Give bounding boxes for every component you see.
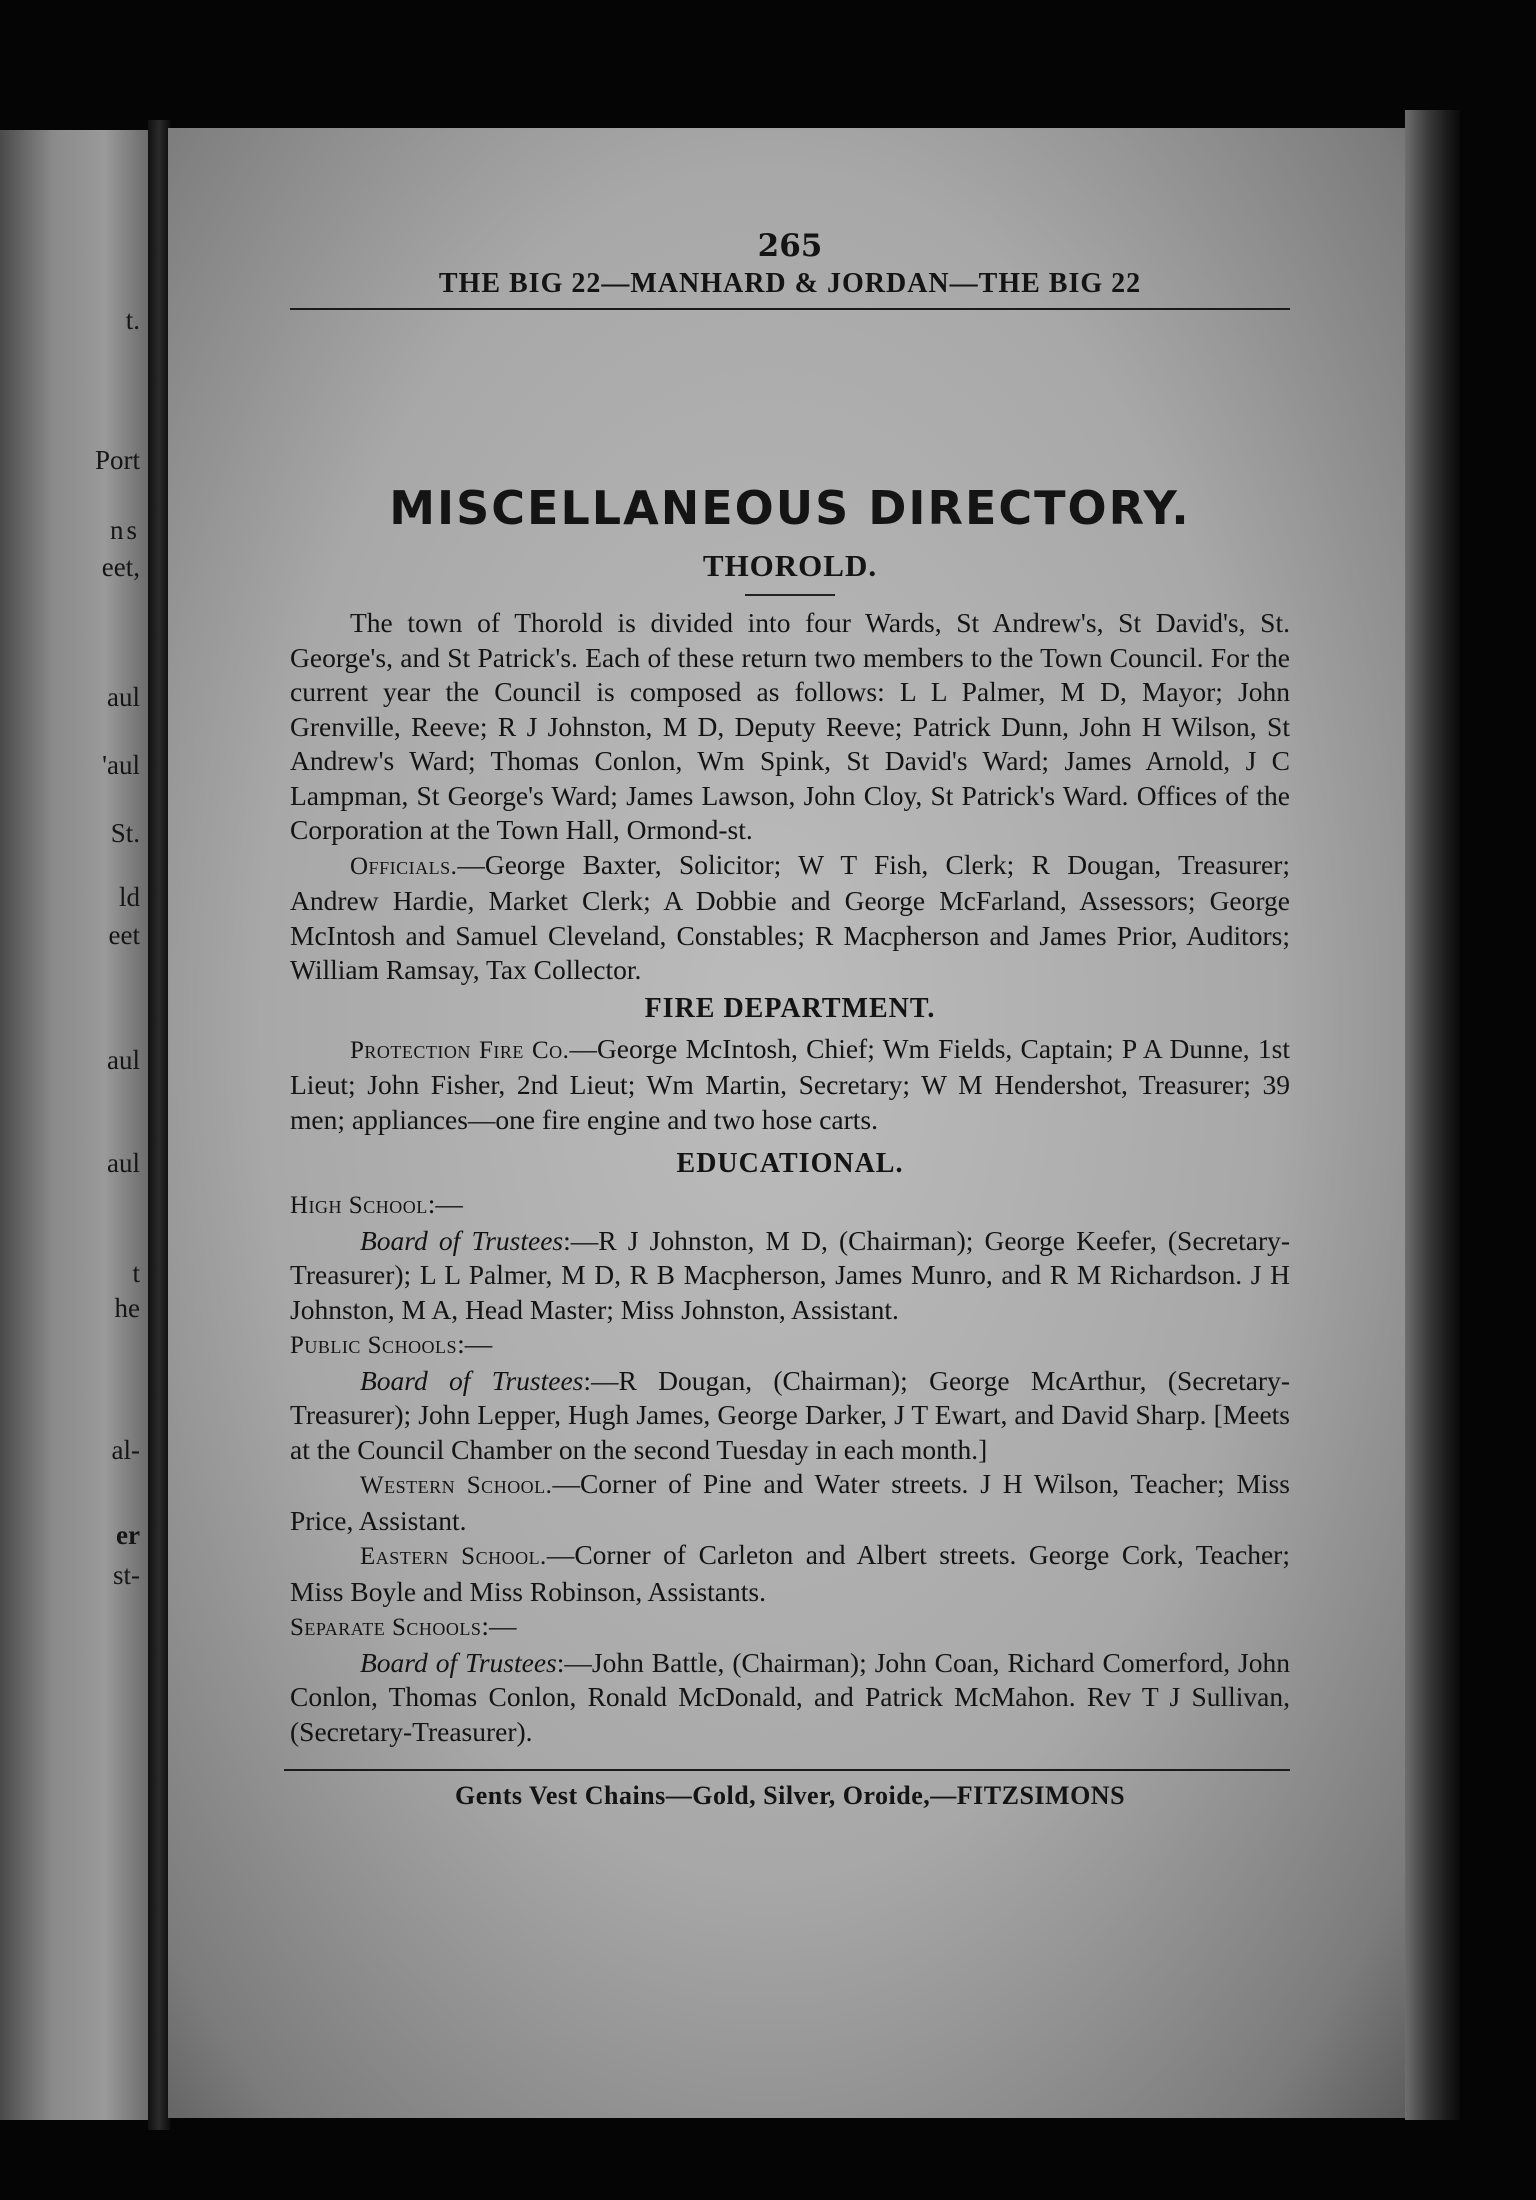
separate-schools-heading xyxy=(290,1609,1290,1646)
town-heading: THOROLD. xyxy=(702,548,878,583)
western-school-paragraph xyxy=(290,1467,1290,1538)
separate-schools-label: Separate Schools xyxy=(290,1614,482,1641)
previous-page-text: t xyxy=(132,1258,140,1288)
board-label: Board of Trustees xyxy=(360,1364,584,1396)
previous-page-text: St. xyxy=(110,818,140,848)
public-schools-suffix: :— xyxy=(457,1328,493,1359)
public-schools-board xyxy=(290,1364,1290,1468)
board-text: :—R Dougan, (Chairman); George McArthur, (Secretary-Treasurer); John Lepper, Hugh James, George Darker, J T Ewart, and David Sharp. [Meets at the Council Chamber on the second Tuesday in each month.] xyxy=(290,1364,1290,1465)
fire-company-label: Protection Fire Co. xyxy=(350,1036,570,1064)
eastern-school-text: —Corner of Carleton and Albert streets. George Cork, Teacher; Miss Boyle and Miss Robinson, Assistants. xyxy=(290,1539,1290,1607)
previous-page-text: t. xyxy=(125,305,140,335)
previous-page-text: 'aul xyxy=(102,750,140,780)
fire-department-paragraph xyxy=(290,1032,1290,1138)
board-label: Board of Trustees xyxy=(360,1224,564,1256)
book-gutter xyxy=(148,120,170,2130)
page-edge xyxy=(1405,110,1460,2120)
separate-schools-suffix: :— xyxy=(481,1610,517,1641)
western-school-label: Western School. xyxy=(360,1472,553,1499)
footer-advertisement: Gents Vest Chains—Gold, Silver, Oroide,—FITZSIMONS xyxy=(454,1781,1126,1810)
separate-schools-board xyxy=(290,1646,1290,1750)
eastern-school-label: Eastern School. xyxy=(360,1543,547,1570)
officials-label: Officials. xyxy=(350,852,458,880)
previous-page-text: al- xyxy=(111,1435,140,1465)
eastern-school-paragraph xyxy=(290,1538,1290,1609)
board-label: Board of Trustees xyxy=(360,1646,557,1678)
running-head: THE BIG 22—MANHARD & JORDAN—THE BIG 22 xyxy=(438,268,1142,299)
footer-rule xyxy=(284,1769,1290,1771)
intro-paragraph: The town of Thorold is divided into four Wards, St Andrew's, St David's, St. George's, and St Patrick's. Each of these return two members to the Town Council. For the current year the Council is composed as follows: L L Palmer, M D, Mayor; John Grenville, Reeve; R J Johnston, M D, Deputy Reeve; Patrick Dunn, John H Wilson, St Andrew's Ward; Thomas Conlon, Wm Spink, St David's Ward; James Arnold, J C Lampman, St George's Ward; James Lawson, John Cloy, St Patrick's Ward. Offices of the Corporation at the Town Hall, Ormond-st. xyxy=(290,607,1290,845)
page-number: 265 xyxy=(757,228,823,264)
previous-page-text: aul xyxy=(107,1148,140,1178)
previous-page-text: er xyxy=(116,1520,140,1550)
previous-page-text: st- xyxy=(113,1560,140,1590)
previous-page-text: ns xyxy=(109,515,140,545)
high-school-board xyxy=(290,1224,1290,1328)
public-schools-heading xyxy=(290,1327,1290,1364)
previous-page-text: ld xyxy=(118,882,140,912)
previous-page-text: eet, xyxy=(101,552,140,582)
page-content xyxy=(290,228,1290,1811)
high-school-label: High School xyxy=(290,1192,428,1219)
page-title: MISCELLANEOUS DIRECTORY. xyxy=(389,481,1191,535)
previous-page-text: Port xyxy=(94,445,140,475)
previous-page-text: aul xyxy=(107,1045,140,1075)
public-schools-label: Public Schools xyxy=(290,1332,458,1359)
officials-paragraph xyxy=(290,848,1290,988)
high-school-heading xyxy=(290,1187,1290,1224)
previous-page-text: he xyxy=(114,1293,140,1323)
educational-heading: EDUCATIONAL. xyxy=(676,1148,904,1179)
officials-text: —George Baxter, Solicitor; W T Fish, Clerk; R Dougan, Treasurer; Andrew Hardie, Market Clerk; A Dobbie and George McFarland, Assessors; George McIntosh and Samuel Cleveland, Constables; R Macpherson and James Prior, Auditors; William Ramsay, Tax Collector. xyxy=(290,848,1290,985)
fire-department-heading: FIRE DEPARTMENT. xyxy=(644,992,936,1024)
previous-page-text: eet xyxy=(108,920,140,950)
board-text: :—John Battle, (Chairman); John Coan, Richard Comerford, John Conlon, Thomas Conlon, Ronald McDonald, and Patrick McMahon. Rev T J Sullivan, (Secretary-Treasurer). xyxy=(290,1646,1290,1747)
high-school-suffix: :— xyxy=(427,1188,463,1219)
board-text: :—R J Johnston, M D, (Chairman); George Keefer, (Secretary-Treasurer); L L Palmer, M D, R B Macpherson, James Munro, and R M Richardson. J H Johnston, M A, Head Master; Miss Johnston, Assistant. xyxy=(290,1224,1291,1325)
previous-page xyxy=(0,130,150,2120)
title-rule xyxy=(745,594,835,596)
fire-company-text: —George McIntosh, Chief; Wm Fields, Captain; P A Dunne, 1st Lieut; John Fisher, 2nd Lieut; Wm Martin, Secretary; W M Hendershot, Treasurer; 39 men; appliances—one fire engine and two hose carts. xyxy=(290,1032,1290,1135)
western-school-text: —Corner of Pine and Water streets. J H Wilson, Teacher; Miss Price, Assistant. xyxy=(290,1468,1290,1536)
previous-page-text: aul xyxy=(107,682,140,712)
header-rule xyxy=(290,308,1290,310)
